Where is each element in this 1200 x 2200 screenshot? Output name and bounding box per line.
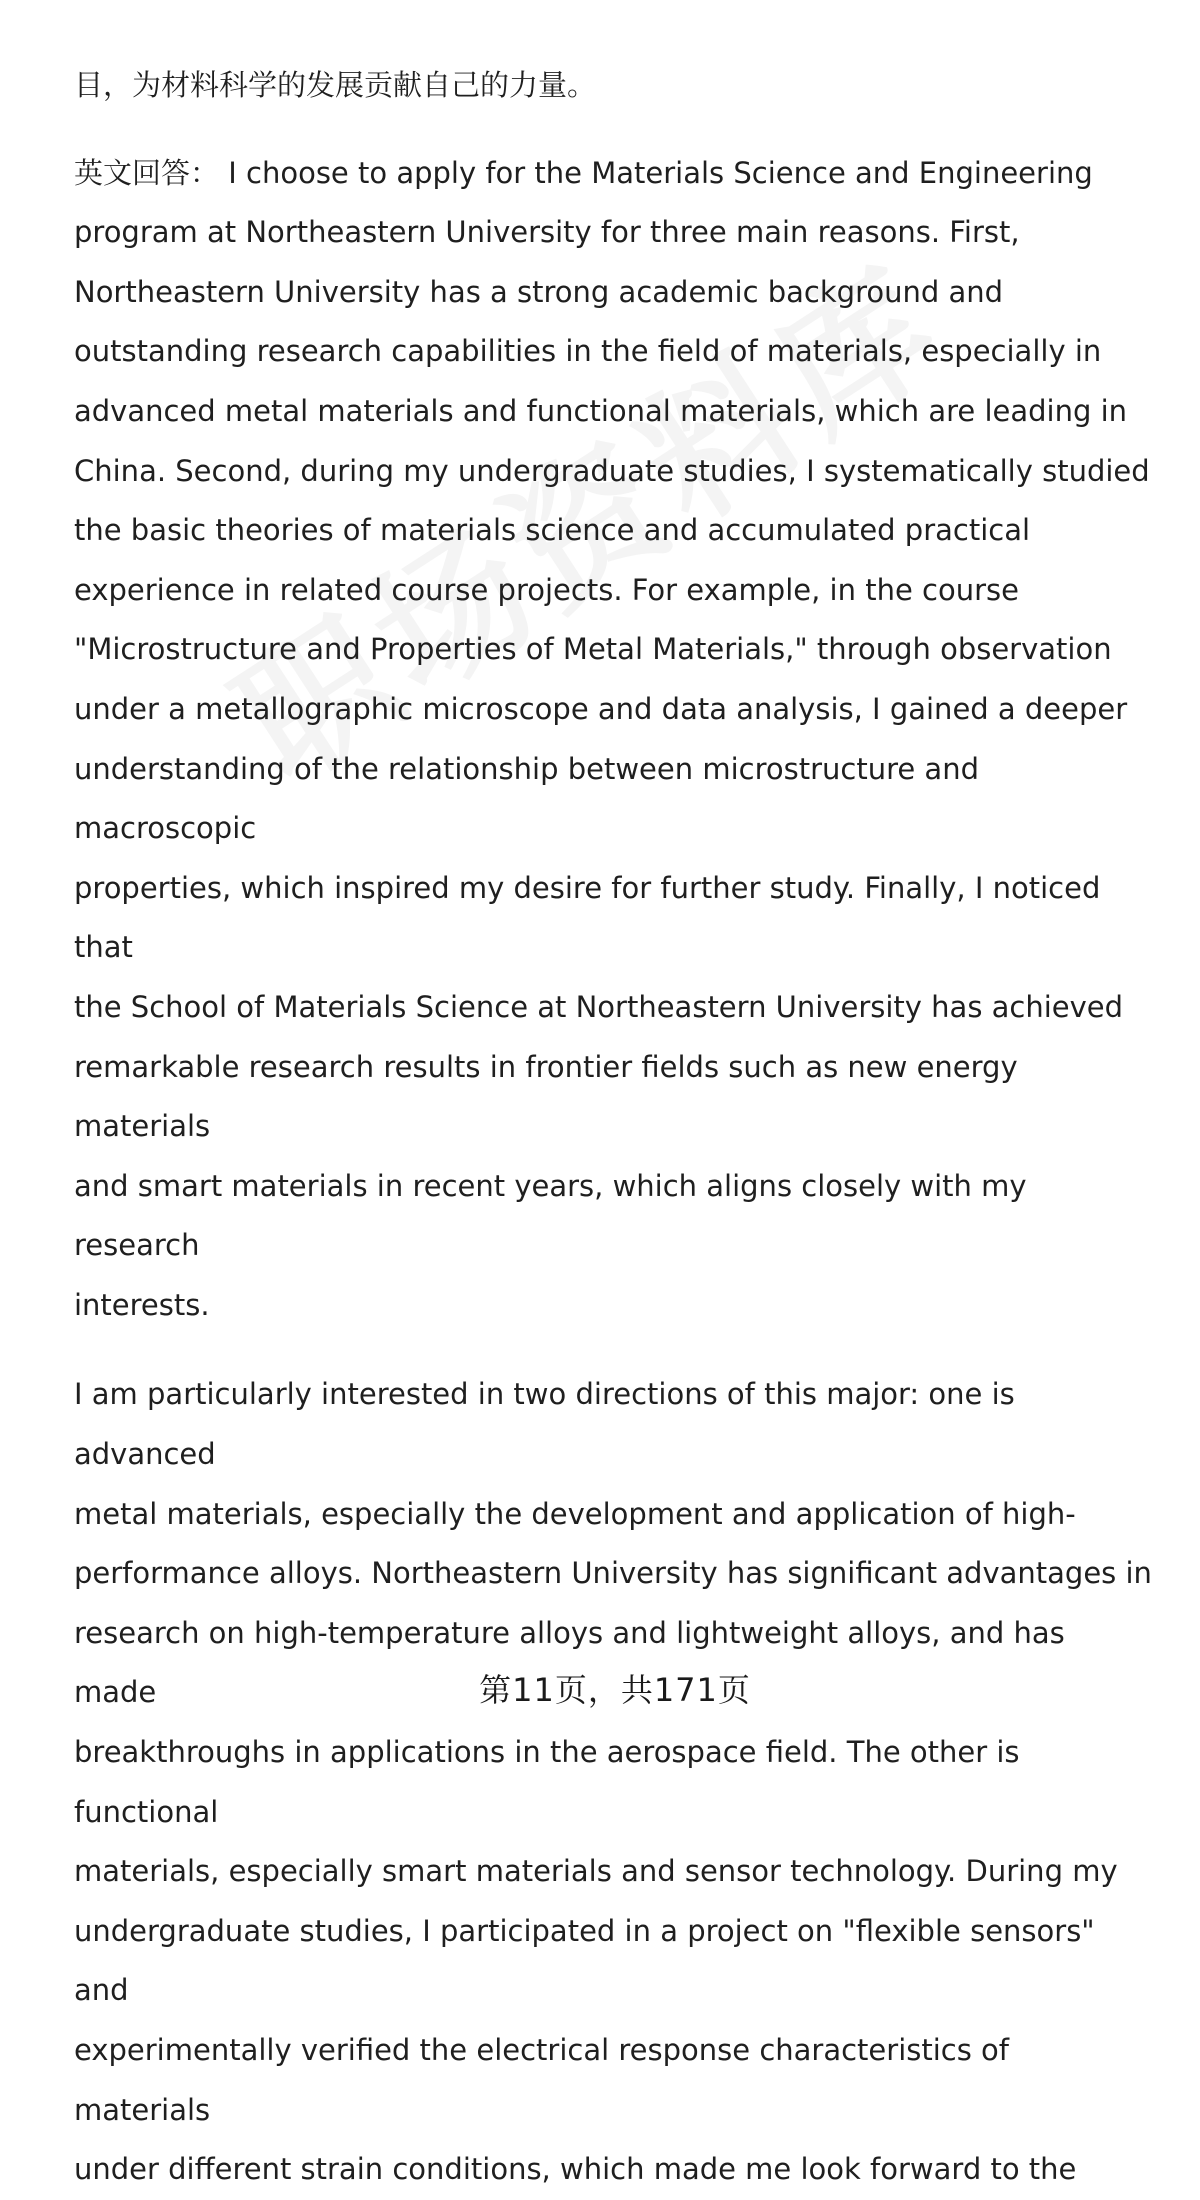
continuation-line: 目，为材料科学的发展贡献自己的力量。 [74,68,597,102]
body-paragraph-2: I am particularly interested in two directions of this major: one is advanced metal materials, especially the development and application of high- performance alloys. Northeastern University has significant advantages in research on high-temperature alloys and lightweight alloys, and has made breakthroughs in applications in the aerospace field. The other is functional materials, especially smart materials and sensor technology. During my undergraduate studies, I participated in a project on "flexible sensors" and experimentally verified the electrical response characteristics of materials under different strain conditions, which made me look forward to the [74,1377,1152,2187]
page-number: 第11页，共171页 [479,1671,751,1709]
document-content [74,56,1154,2200]
answer-prefix: 英文回答： [74,155,220,190]
english-answer-paragraph [74,144,1154,1336]
answer-text: I choose to apply for the Materials Science and Engineering program at Northeastern University for three main reasons. First, Northeastern University has a strong academic background and outstanding research capabilities in the field of materials, especially in advanced metal materials and functional materials, which are leading in China. Second, during my undergraduate studies, I systematically studied the basic theories of materials science and accumulated practical experience in related course projects. For example, in the course "Microstructure and Properties of Metal Materials," through observation under a metallographic microscope and data analysis, I gained a deeper understanding of the relationship between microstructure and macroscopic properties, which inspired my desire for further study. Finally, I noticed that the School of Materials Science at Northeastern University has achieved remarkable research results in frontier fields such as new energy materials and smart materials in recent years, which aligns closely with my research interests. [74,155,1150,1322]
